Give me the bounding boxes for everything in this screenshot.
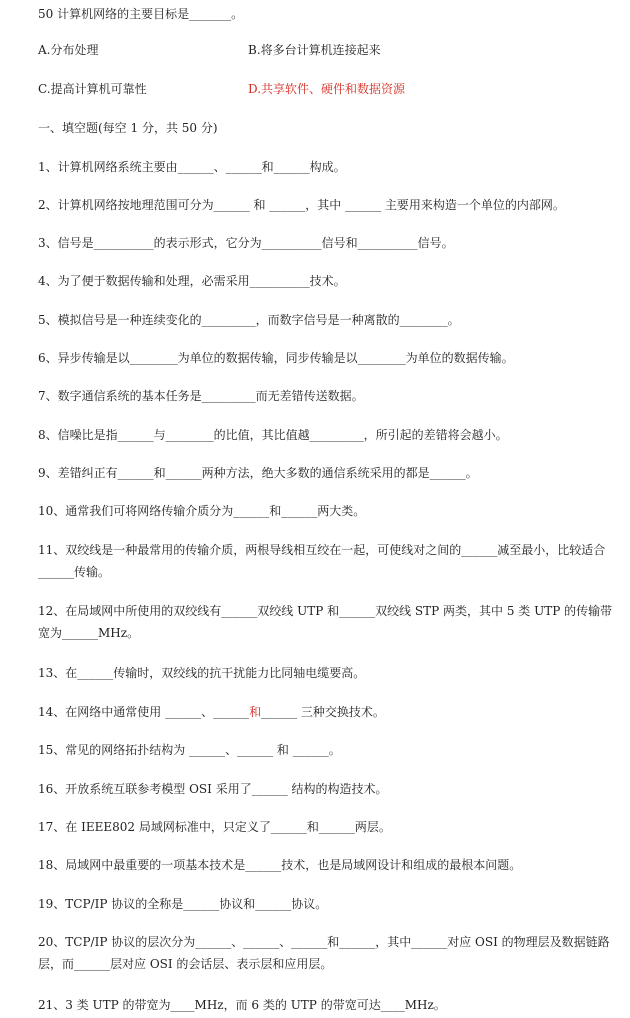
question-8: 8、信噪比是指______与________的比值，其比值越_________，所引起的差错将会越小。 [38,428,508,442]
question-14-red-text: 和 [249,705,262,719]
question-5: 5、模拟信号是一种连续变化的_________，而数字信号是一种离散的________。 [38,313,460,327]
question-18: 18、局域网中最重要的一项基本技术是______技术，也是局域网设计和组成的最根本问题。 [38,858,522,872]
section-heading: 一、填空题(每空 1 分，共 50 分) [38,121,218,135]
question-10: 10、通常我们可将网络传输介质分为______和______两大类。 [38,504,366,518]
question-19: 19、TCP/IP 协议的全称是______协议和______协议。 [38,897,328,911]
q50-option-d: D.共享软件、硬件和数据资源 [248,82,406,96]
question-14-before: 14、在网络中通常使用 ______、______ [38,705,250,719]
question-2: 2、计算机网络按地理范围可分为______ 和 ______，其中 ______ 主要用来构造一个单位的内部网。 [38,198,565,212]
question-12-text: 12、在局域网中所使用的双绞线有______双绞线 UTP 和______双绞线 STP 两类，其中 5 类 UTP 的传输带宽为______MHz。 [38,604,613,640]
question-13: 13、在______传输时，双绞线的抗干扰能力比同轴电缆要高。 [38,666,366,680]
q50-option-c: C.提高计算机可靠性 [38,82,147,96]
question-20-text: 20、TCP/IP 协议的层次分为______、______、______和______，其中______对应 OSI 的物理层及数据链路层，而______层对应 OSI 的会话层、表示层和应用层。 [38,935,610,971]
question-17: 17、在 IEEE802 局域网标准中，只定义了______和______两层。 [38,820,391,834]
question-6: 6、异步传输是以________为单位的数据传输，同步传输是以________为单位的数据传输。 [38,351,514,365]
question-20 [24,931,624,975]
question-7: 7、数字通信系统的基本任务是_________而无差错传送数据。 [38,389,364,403]
question-11 [24,539,624,583]
question-11-text: 11、双绞线是一种最常用的传输介质，两根导线相互绞在一起，可使线对之间的______减至最小，比较适合______传输。 [38,543,606,579]
question-3: 3、信号是__________的表示形式，它分为__________信号和__________信号。 [38,236,454,250]
q50-option-b: B.将多台计算机连接起来 [248,43,381,57]
q50-stem: 50 计算机网络的主要目标是_______。 [38,7,244,21]
question-14-after: ______ 三种交换技术。 [261,705,385,719]
question-16: 16、开放系统互联参考模型 OSI 采用了______ 结构的构造技术。 [38,782,388,796]
q50-option-a: A.分布处理 [38,43,99,57]
question-1: 1、计算机网络系统主要由______、______和______构成。 [38,160,346,174]
question-9: 9、差错纠正有______和______两种方法，绝大多数的通信系统采用的都是______。 [38,466,478,480]
question-14 [38,704,385,720]
question-4: 4、为了便于数据传输和处理，必需采用__________技术。 [38,274,346,288]
question-12 [24,600,624,644]
question-15: 15、常见的网络拓扑结构为 ______、______ 和 ______。 [38,743,341,757]
question-21: 21、3 类 UTP 的带宽为____MHz，而 6 类的 UTP 的带宽可达____MHz。 [38,998,446,1012]
